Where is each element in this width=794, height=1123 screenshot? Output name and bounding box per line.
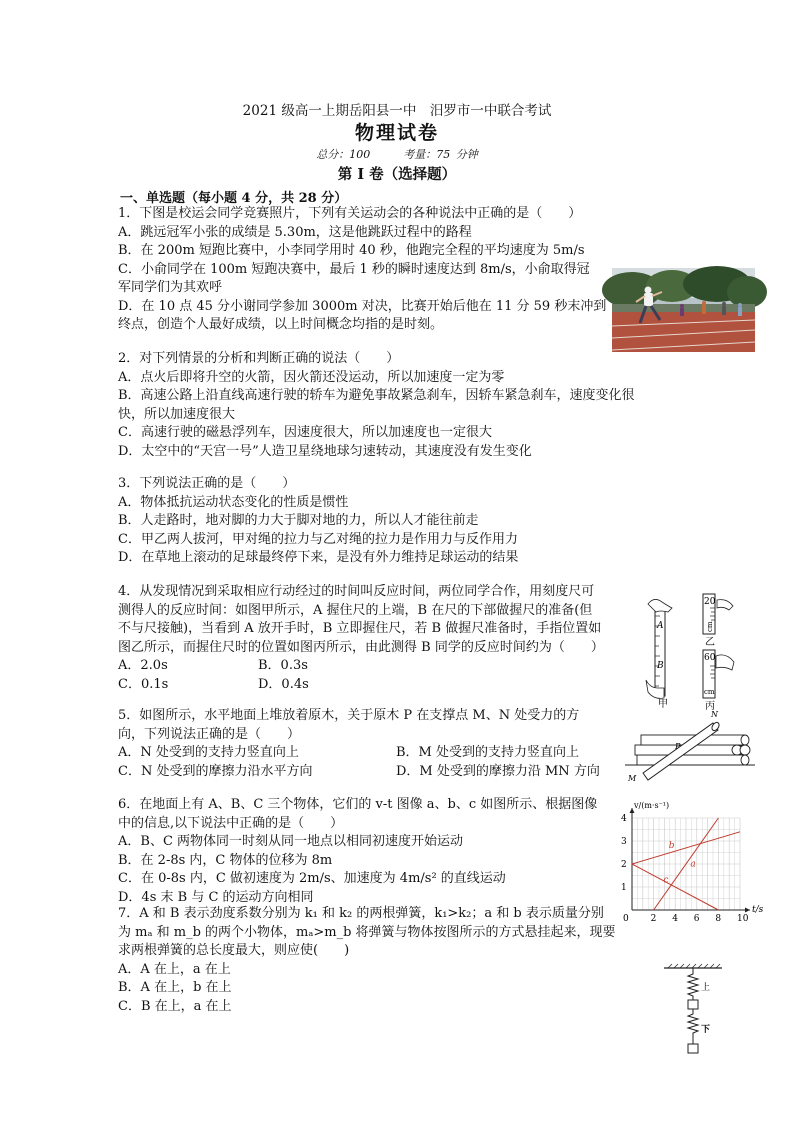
option-c: C．N 处受到的摩擦力沿水平方向 — [118, 763, 313, 779]
question-stem-2: 向，下列说法正确的是（ ） — [118, 726, 301, 742]
y-tick-label: 1 — [621, 883, 627, 893]
label-m: M — [628, 774, 637, 783]
x-axis-arrow — [745, 908, 750, 913]
option-b-cont: 快，所以加速度很大 — [118, 406, 236, 422]
label-yi: 乙 — [705, 637, 715, 648]
option-c: C．甲乙两人拔河，甲对绳的拉力与乙对绳的拉力是作用力与反作用力 — [118, 531, 518, 547]
option-c-cont: 军同学们为其欢呼 — [118, 280, 223, 295]
question-4 — [118, 583, 604, 694]
option-b: B．高速公路上沿直线高速行驶的轿车为避免事故紧急刹车，因轿车紧急刹车，速度变化很 — [118, 388, 635, 403]
question-6 — [118, 796, 597, 907]
x-tick-label: 10 — [737, 914, 749, 924]
option-d: D．太空中的“天宫一号”人造卫星绕地球匀速转动，其速度没有发生变化 — [118, 443, 532, 459]
label-b: B — [657, 661, 664, 671]
label-p: P — [675, 742, 681, 751]
series-label-a: a — [690, 859, 696, 870]
option-d: D．在草地上滚动的足球最终停下来，是没有外力维持足球运动的结果 — [118, 550, 519, 565]
label-cm-2: cm — [704, 688, 715, 696]
option-b: B．0.3s — [258, 658, 308, 673]
y-tick-label: 4 — [621, 814, 627, 824]
y-axis-label: v/(m·s⁻¹) — [634, 801, 670, 810]
x-tick-label: 0 — [623, 914, 629, 924]
option-d: D．0.4s — [258, 676, 309, 692]
question-stem: 4．从发现情况到采取相应行动经过的时间叫反应时间，两位同学合作，用刻度尺可 — [118, 584, 595, 599]
series-label-c: c — [663, 875, 669, 886]
question-stem: 1．下图是校运会同学竞赛照片，下列有关运动会的各种说法中正确的是（ ） — [118, 206, 582, 221]
options-row-2 — [118, 676, 604, 695]
option-d: D．M 处受到的摩擦力沿 MN 方向 — [396, 763, 600, 779]
option-c: C．B 在上，a 在上 — [118, 998, 232, 1014]
option-a: A．N 处受到的支持力竖直向上 — [118, 745, 299, 760]
exam-meta: 总分：100 考量：75 分钟 — [316, 148, 478, 161]
label-bing: 丙 — [705, 701, 715, 712]
option-a: A．2.0s — [118, 658, 168, 673]
question-5 — [118, 707, 600, 781]
question-stem: 5．如图所示，水平地面上堆放着原木，关于原木 P 在支撑点 M、N 处受力的方 — [118, 708, 580, 723]
label-20: 20 — [704, 597, 716, 607]
spring-figure — [660, 964, 730, 1062]
x-tick-label: 4 — [672, 914, 678, 924]
question-stem: 2．对下列情景的分析和判断正确的说法（ ） — [118, 351, 400, 366]
option-d: D．在 10 点 45 分小谢同学参加 3000m 对决，比赛开始后他在 11 分 59 秒末冲到 — [118, 298, 607, 314]
label-bottom: 下 — [701, 1025, 711, 1035]
options-row-2 — [118, 763, 600, 782]
options-row-1 — [118, 657, 604, 676]
label-top: 上 — [701, 983, 711, 993]
option-a: A．A 在上，a 在上 — [118, 961, 231, 977]
question-stem-2: 测得人的反应时间：如图甲所示，A 握住尺的上端，B 在尺的下部做握尺的准备(但 — [118, 602, 593, 618]
question-stem-2: 中的信息,以下说法中正确的是（ ） — [118, 815, 344, 831]
option-a: A．B、C 两物体同一时刻从同一地点以相同初速度开始运动 — [118, 834, 464, 849]
x-axis-label: t/s — [752, 905, 764, 915]
x-tick-label: 2 — [650, 914, 657, 924]
label-cm-1: cm — [706, 621, 714, 632]
option-d-cont: 终点，创造个人最好成绩，以上时间概念均指的是时刻。 — [118, 317, 444, 332]
question-1 — [118, 205, 606, 335]
question-stem-3: 不与尺接触)，当看到 A 放开手时，B 立即握住尺，若 B 做握尺准备时，手指位置如 — [118, 621, 602, 636]
option-b: B．A 在上，b 在上 — [118, 980, 232, 995]
question-stem: 3．下列说法正确的是（ ） — [118, 476, 296, 491]
options-row-1 — [118, 744, 579, 763]
y-tick-label: 3 — [621, 837, 627, 847]
x-tick-label: 8 — [715, 914, 722, 924]
exam-title: 物理试卷 — [354, 122, 439, 144]
section-heading: 一、单选题（每小题 4 分，共 28 分） — [120, 191, 348, 206]
question-stem: 7．A 和 B 表示劲度系数分别为 k₁ 和 k₂ 的两根弹簧，k₁>k₂；a 和 b 表示质量分别 — [118, 906, 604, 921]
option-a: A．点火后即将升空的火箭，因火箭还没运动，所以加速度一定为零 — [118, 369, 505, 385]
vt-chart — [612, 786, 762, 930]
option-b: B．M 处受到的支持力竖直向上 — [396, 745, 579, 760]
option-a: A．跳远冠军小张的成绩是 5.30m，这是他跳跃过程中的路程 — [118, 224, 472, 240]
option-c: C．0.1s — [118, 676, 169, 692]
question-stem-2: 为 mₐ 和 m_b 的两个小物体，mₐ>m_b 将弹簧与物体按图所示的方式悬挂起来，现要 — [118, 924, 616, 940]
question-stem-3: 求两根弹簧的总长度最大，则应使( ) — [118, 943, 350, 958]
option-a: A．物体抵抗运动状态变化的性质是惯性 — [118, 494, 349, 510]
chart-labels — [621, 801, 764, 924]
option-c: C．高速行驶的磁悬浮列车，因速度很大，所以加速度也一定很大 — [118, 425, 492, 440]
question-stem: 6．在地面上有 A、B、C 三个物体，它们的 v-t 图像 a、b、c 如图所示、根据图像 — [118, 797, 598, 812]
question-3 — [118, 475, 518, 568]
label-jia: 甲 — [658, 699, 668, 710]
exam-part-title: 第 I 卷（选择题） — [337, 166, 457, 183]
ruler-figure — [640, 590, 740, 714]
label-n: N — [711, 710, 718, 719]
series-label-b: b — [668, 840, 675, 851]
option-b: B．在 2-8s 内，C 物体的位移为 8m — [118, 852, 333, 868]
question-7 — [118, 905, 616, 1016]
option-b: B．在 200m 短跑比赛中，小李同学用时 40 秒，他跑完全程的平均速度为 5m/s — [118, 243, 585, 258]
option-c: C．在 0-8s 内，C 做初速度为 2m/s、加速度为 4m/s² 的直线运动 — [118, 871, 506, 886]
option-d: D．4s 末 B 与 C 的运动方向相同 — [118, 889, 314, 905]
question-stem-4: 图乙所示，而握住尺时的位置如图丙所示，由此测得 B 同学的反应时间约为（ ） — [118, 639, 604, 655]
log-pile-figure — [625, 705, 755, 789]
option-b: B．人走路时，地对脚的力大于脚对地的力，所以人才能往前走 — [118, 513, 479, 528]
label-a: A — [657, 621, 664, 631]
label-60: 60 — [704, 653, 716, 663]
y-tick-label: 2 — [621, 860, 627, 870]
question-2 — [118, 350, 635, 461]
option-c: C．小俞同学在 100m 短跑决赛中，最后 1 秒的瞬时速度达到 8m/s，小俞取得冠 — [118, 261, 590, 277]
x-tick-label: 6 — [693, 914, 700, 924]
sports-meet-photo — [612, 268, 755, 352]
exam-header-line: 2021 级高一上期岳阳县一中 汨罗市一中联合考试 — [242, 103, 552, 119]
